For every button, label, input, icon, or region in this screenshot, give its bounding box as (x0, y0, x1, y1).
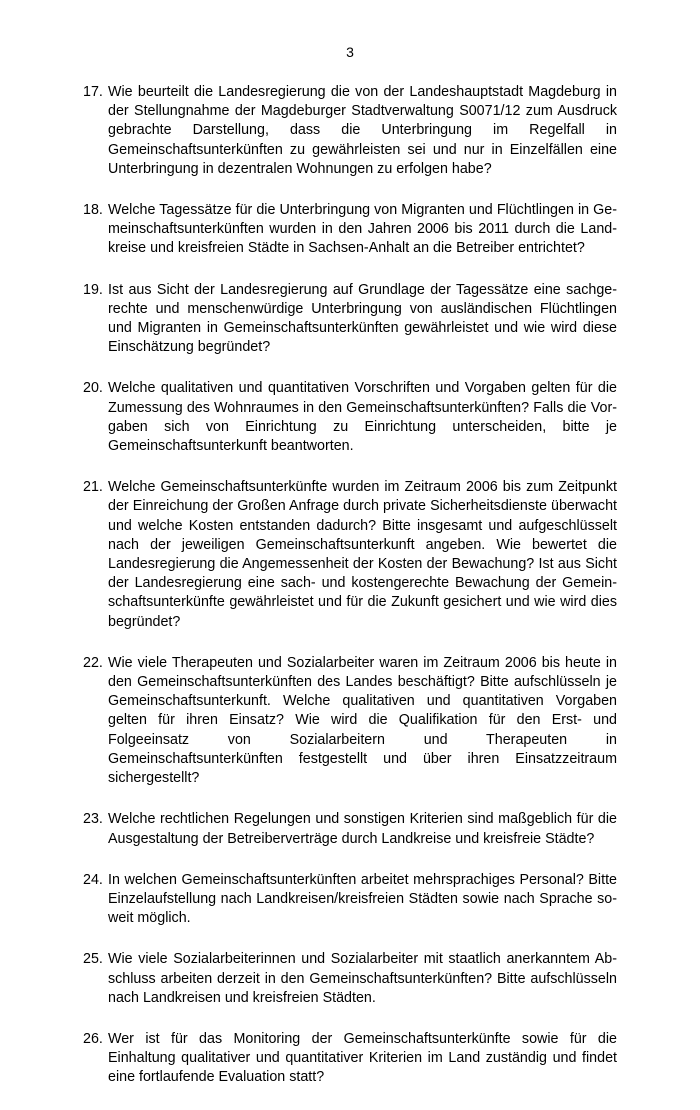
question-number: 17. (83, 84, 103, 100)
question-text: Wie beurteilt die Landesregierung die von der Landeshauptstadt Magdeburg in der Stellungnahme der Magdeburger Stadtverwaltung S0071/12 zum Ausdruck gebrachte Darstellung, dass die Unterbringung im Regelfall in Gemeinschaftsunterkünften zu gewährleisten sei und nur in Einzelfällen eine Unterbringung in dezentralen Wohnungen zu erfolgen habe? (108, 84, 617, 177)
question-text: Ist aus Sicht der Landesregierung auf Grundlage der Tagessätze eine sachgerechte und menschenwürdige Unterbringung von ausländischen Flüchtlingen und Migranten in Gemeinschaftsunterkünften gewährleistet und wie wird diese Einschätzung begründet? (108, 281, 617, 356)
question-number: 24. (83, 871, 103, 888)
question-item (83, 1030, 617, 1088)
question-text: Wie viele Therapeuten und Sozialarbeiter waren im Zeitraum 2006 bis heute in den Gemeinschaftsunterkünften des Landes beschäftigt? Bitte aufschlüsseln je Gemeinschaftsunterkunft. Welche qualitativen und quantitativen Vorgaben gelten für ihren Einsatz? Wie wird die Qualifikation für den Erst- und Folgeeinsatz von Sozialarbeitern und Therapeuten in Gemeinschaftsunterkünften festgestellt und über ihren Einsatzzeitraum sichergestellt? (108, 654, 617, 787)
question-text: Wie viele Sozialarbeiterinnen und Sozialarbeiter mit staatlich anerkanntem Abschluss arbeiten derzeit in den Gemeinschaftsunterkünften? Bitte aufschlüsseln nach Landkreisen und kreisfreien Städten. (108, 951, 617, 1006)
question-number: 25. (83, 951, 103, 968)
question-number: 18. (83, 202, 103, 219)
question-item (83, 810, 617, 848)
question-number: 23. (83, 811, 103, 828)
question-item (83, 281, 617, 358)
question-text: Welche Tagessätze für die Unterbringung von Migranten und Flüchtlingen in Gemeinschaftsunterkünften wurden in den Jahren 2006 bis 2011 durch die Landkreise und kreisfreien Städte in Sachsen-Anhalt an die Betreiber entrichtet? (108, 202, 617, 257)
question-item (83, 654, 617, 788)
question-item (83, 950, 617, 1008)
question-item (83, 478, 617, 632)
question-number: 22. (83, 654, 103, 671)
question-item (83, 83, 617, 179)
question-text: Welche qualitativen und quantitativen Vorschriften und Vorgaben gelten für die Zumessung des Wohnraumes in den Gemeinschaftsunterkünften? Falls die Vorgaben sich von Einrichtung zu Einrichtung unterscheiden, bitte je Gemeinschaftsunterkunft beantworten. (108, 380, 617, 455)
question-number: 20. (83, 380, 103, 397)
question-number: 19. (83, 281, 103, 298)
question-item (83, 201, 617, 259)
question-text: Wer ist für das Monitoring der Gemeinschaftsunterkünfte sowie für die Einhaltung qualitativer und quantitativer Kriterien im Land zuständig und findet eine fortlaufende Evaluation statt? (108, 1030, 617, 1086)
question-text: Welche Gemeinschaftsunterkünfte wurden im Zeitraum 2006 bis zum Zeitpunkt der Einreichung der Großen Anfrage durch private Sicherheitsdienste überwacht und welche Kosten entstanden dadurch? Bitte insgesamt und aufgeschlüsselt nach der jeweiligen Gemeinschaftsunterkunft angeben. Wie bewertet die Landesregierung die Angemessenheit der Kosten der Bewachung? Ist aus Sicht der Landesregierung eine sach- und kostengerechte Bewachung der Gemeinschaftsunterkünfte gewährleistet und für die Zukunft gesichert und wie wird dies begründet? (108, 479, 617, 630)
question-item (83, 379, 617, 456)
question-item (83, 871, 617, 929)
question-list (83, 83, 617, 1110)
question-number: 21. (83, 479, 103, 496)
page-number: 3 (346, 44, 354, 60)
question-text: In welchen Gemeinschaftsunterkünften arbeitet mehrsprachiges Personal? Bitte Einzelaufstellung nach Landkreisen/kreisfreien Städten sowie nach Sprache soweit möglich. (108, 871, 617, 927)
question-number: 26. (83, 1030, 103, 1047)
question-text: Welche rechtlichen Regelungen und sonstigen Kriterien sind maßgeblich für die Ausgestaltung der Betreiberverträge durch Landkreise und kreisfreie Städte? (108, 811, 617, 847)
